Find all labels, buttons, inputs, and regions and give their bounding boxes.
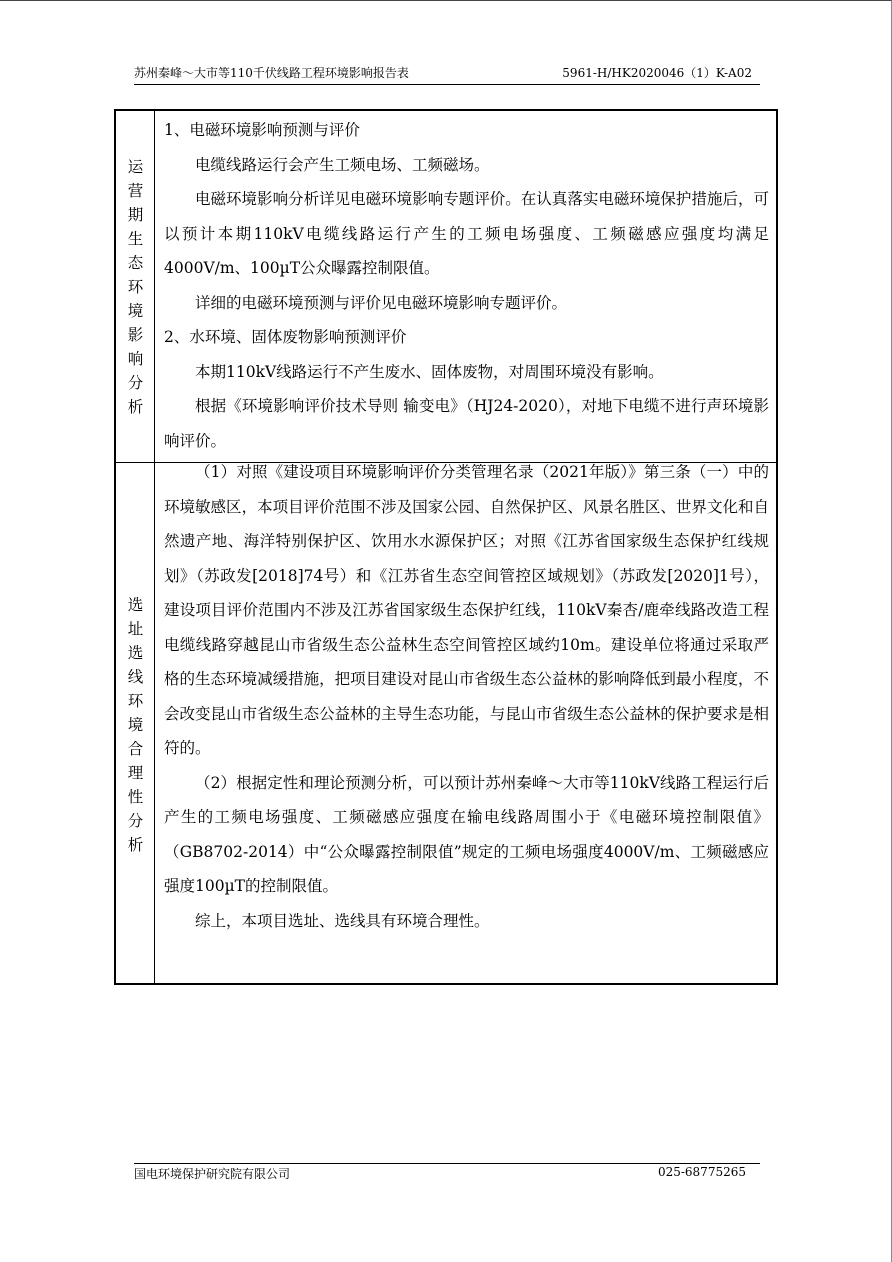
paragraph: 电磁环境影响分析详见电磁环境影响专题评价。在认真落实电磁环境保护措施后，可以预计本期110kV电缆线路运行产生的工频电场强度、工频磁感应强度均满足4000V/m、100µT公众曝露控制限值。	[164, 190, 769, 277]
analysis-table	[114, 109, 778, 985]
row-label-cell	[116, 463, 155, 983]
page-header	[134, 64, 760, 84]
paragraph: 电缆线路运行会产生工频电场、工频磁场。	[195, 155, 490, 174]
row-content-site-rationality	[164, 455, 769, 938]
row-label-cell	[116, 111, 155, 462]
paragraph: 本期110kV线路运行不产生废水、固体废物，对周围环境没有影响。	[195, 362, 664, 381]
section-heading-em: 1、电磁环境影响预测与评价	[164, 121, 360, 139]
row-label-operation-impact: 运 营 期 生 态 环 境 影 响 分 析	[127, 158, 144, 416]
row-content-operation-impact	[164, 113, 769, 458]
paragraph: 综上，本项目选址、选线具有环境合理性。	[195, 911, 490, 930]
footer-divider	[134, 1163, 760, 1164]
row-label-site-rationality: 选 址 选 线 环 境 合 理 性 分 析	[127, 596, 144, 854]
footer-phone: 025-68775265	[657, 1165, 746, 1179]
paragraph: （2）根据定性和理论预测分析，可以预计苏州秦峰～大市等110kV线路工程运行后产生的工频电场强度、工频磁感应强度在输电线路周围小于《电磁环境控制限值》（GB8702-2014）中“公众曝露控制限值”规定的工频电场强度4000V/m、工频磁感应强度100µT的控制限值。	[164, 773, 769, 895]
table-row-site-rationality	[116, 463, 776, 983]
report-title: 苏州秦峰～大市等110千伏线路工程环境影响报告表	[134, 66, 409, 80]
report-code: 5961-H/HK2020046（1）K-A02	[562, 66, 752, 80]
paragraph: 根据《环境影响评价技术导则 输变电》（HJ24-2020），对地下电缆不进行声环境影响评价。	[164, 397, 769, 450]
paragraph: 详细的电磁环境预测与评价见电磁环境影响专题评价。	[195, 293, 568, 312]
footer-organization: 国电环境保护研究院有限公司	[134, 1167, 291, 1181]
table-row-operation-impact	[116, 111, 776, 463]
header-divider	[134, 84, 760, 85]
paragraph: （1）对照《建设项目环境影响评价分类管理名录（2021年版）》第三条（一）中的环境敏感区，本项目评价范围不涉及国家公园、自然保护区、风景名胜区、世界文化和自然遗产地、海洋特别保护区、饮用水水源保护区；对照《江苏省国家级生态保护红线规划》（苏政发[2018]74号）和《江苏省生态空间管控区域规划》（苏政发[2020]1号），建设项目评价范围内不涉及江苏省国家级生态保护红线，110kV秦杏/鹿牵线路改造工程电缆线路穿越昆山市省级生态公益林生态空间管控区域约10m。建设单位将通过采取严格的生态环境减缓措施，把项目建设对昆山市省级生态公益林的影响降低到最小程度，不会改变昆山市省级生态公益林的主导生态功能，与昆山市省级生态公益林的保护要求是相符的。	[164, 463, 769, 757]
section-heading-water: 2、水环境、固体废物影响预测评价	[164, 328, 407, 346]
